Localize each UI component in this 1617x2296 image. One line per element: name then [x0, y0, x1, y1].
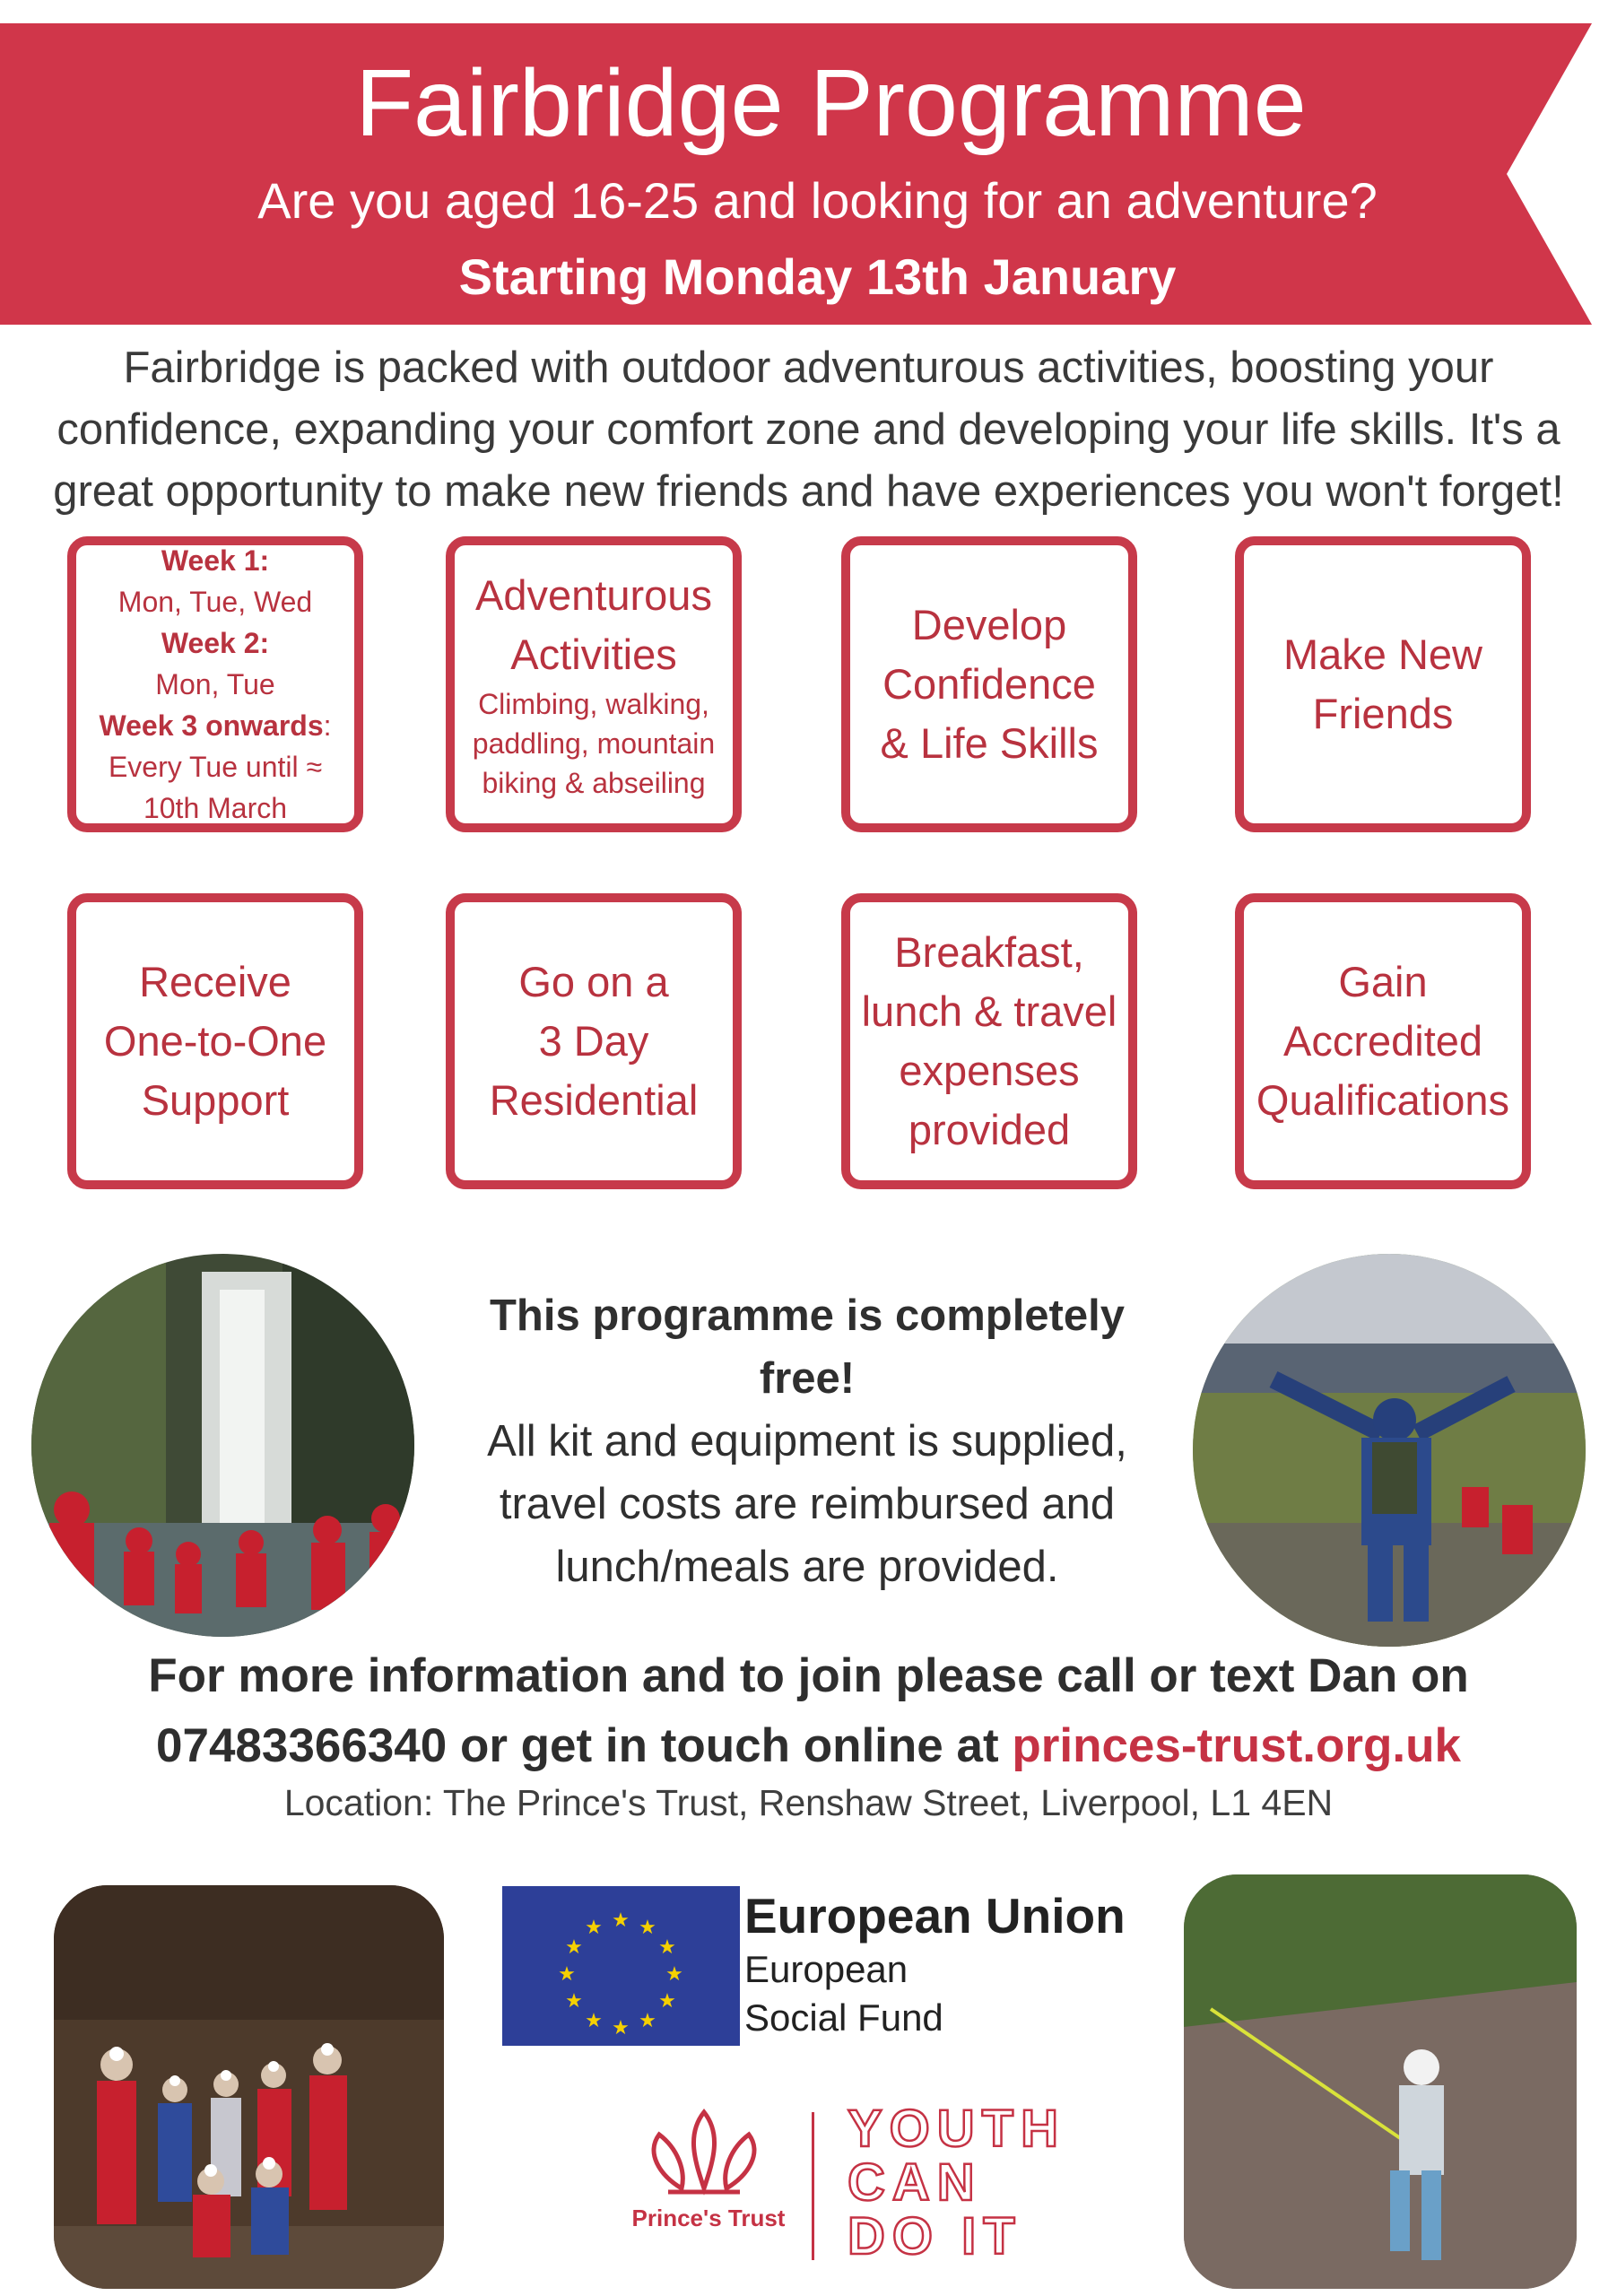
start-date: Starting Monday 13th January [458, 248, 1177, 305]
svg-text:★: ★ [612, 1909, 630, 1932]
week2-label: Week 2: [161, 627, 270, 659]
waterfall-photo [31, 1254, 414, 1637]
princes-trust-name: Prince's Trust [631, 2205, 786, 2231]
expenses-box [841, 893, 1137, 1189]
contact-line-2 [0, 1711, 1617, 1781]
svg-text:★: ★ [585, 2010, 603, 2032]
free-section [430, 1284, 1184, 1598]
free-line-1: All kit and equipment is supplied, [487, 1417, 1127, 1465]
residential-line-1: Go on a [518, 958, 669, 1005]
cave-photo [54, 1885, 444, 2289]
eu-subtitle [744, 1945, 1126, 2042]
princes-trust-feathers-icon [632, 2099, 776, 2197]
schedule-box: Week 1: Mon, Tue, Wed Week 2: Mon, Tue Week 3 onwards: Every Tue until ≈ 10th March [67, 536, 363, 832]
page-title: Fairbridge Programme [355, 50, 1307, 156]
expenses-line-3: expenses [899, 1047, 1080, 1094]
eu-sub-line-2: Social Fund [744, 1996, 943, 2039]
friends-line-2: Friends [1312, 690, 1454, 737]
eu-title: European Union [744, 1888, 1126, 1944]
contact-line-1: For more information and to join please call or text Dan on [148, 1649, 1469, 1702]
support-box [67, 893, 363, 1189]
qual-line-3: Qualifications [1256, 1076, 1510, 1124]
slogan-line-1: YOUTH [848, 2100, 1065, 2158]
qual-line-2: Accredited [1282, 1017, 1483, 1065]
page-subtitle: Are you aged 16-25 and looking for an adventure? [257, 172, 1378, 229]
svg-text:★: ★ [565, 1990, 583, 2013]
eu-text [744, 1886, 1126, 2042]
expenses-line-2: lunch & travel [861, 987, 1117, 1035]
adventure-box [446, 536, 742, 832]
qual-line-1: Gain [1338, 958, 1428, 1005]
svg-text:★: ★ [665, 1963, 683, 1986]
svg-text:★: ★ [639, 1917, 656, 1939]
adventure-detail-3: biking & abseiling [482, 767, 706, 799]
adventure-title-2: Activities [510, 631, 677, 678]
support-line-1: Receive [139, 958, 291, 1005]
friends-box [1235, 536, 1531, 832]
eu-flag-icon [502, 1886, 740, 2046]
support-line-3: Support [141, 1076, 290, 1124]
svg-text:★: ★ [585, 1917, 603, 1939]
friends-line-1: Make New [1282, 631, 1482, 678]
adventure-detail-2: paddling, mountain [472, 727, 716, 760]
location-text: Location: The Prince's Trust, Renshaw Street, Liverpool, L1 4EN [283, 1782, 1334, 1823]
confidence-line-2: Confidence [882, 660, 1096, 708]
free-heading: This programme is completely [490, 1292, 1125, 1340]
abseil-photo [1184, 1874, 1577, 2289]
contact-phone-text: 07483366340 or get in touch online at [156, 1719, 1013, 1772]
hiker-photo [1193, 1254, 1586, 1647]
support-line-2: One-to-One [103, 1017, 327, 1065]
adventure-detail: Climbing, walking, [478, 688, 709, 720]
week3-days: Every Tue until ≈ [108, 751, 323, 783]
svg-text:★: ★ [658, 1936, 676, 1959]
adventure-title: Adventurous [475, 571, 712, 619]
residential-line-3: Residential [489, 1076, 699, 1124]
youth-can-do-it-slogan [848, 2102, 1065, 2264]
confidence-box [841, 536, 1137, 832]
logo-divider [812, 2112, 814, 2260]
eu-sub-line-1: European [744, 1948, 908, 1990]
residential-box [446, 893, 742, 1189]
slogan-line-3: DO IT [848, 2207, 1022, 2266]
week1-label: Week 1: [161, 544, 270, 577]
free-line-2: travel costs are reimbursed and [499, 1480, 1116, 1528]
residential-line-2: 3 Day [538, 1017, 649, 1065]
week3-label: Week 3 onwards [99, 709, 324, 742]
week2-days: Mon, Tue [155, 668, 275, 700]
contact-info [0, 1641, 1617, 1781]
svg-text:★: ★ [639, 2010, 656, 2032]
svg-text:★: ★ [558, 1963, 576, 1986]
confidence-line-3: & Life Skills [880, 719, 1099, 767]
svg-text:★: ★ [658, 1990, 676, 2013]
svg-text:★: ★ [612, 2017, 630, 2039]
week3-end: 10th March [143, 792, 288, 824]
expenses-line-1: Breakfast, [894, 928, 1084, 976]
slogan-line-2: CAN [848, 2153, 982, 2212]
week1-days: Mon, Tue, Wed [117, 586, 313, 618]
confidence-line-1: Develop [911, 601, 1067, 648]
intro-text: Fairbridge is packed with outdoor adventurous activities, boosting your confidence, expanding your comfort zone and developing your life skills. It's a great opportunity to make new friends and have experiences you won't forget! [53, 344, 1564, 516]
qualifications-box [1235, 893, 1531, 1189]
website-link[interactable]: princes-trust.org.uk [1012, 1719, 1461, 1772]
expenses-line-4: provided [908, 1106, 1071, 1153]
svg-text:★: ★ [565, 1936, 583, 1959]
free-line-3: lunch/meals are provided. [555, 1543, 1059, 1591]
free-heading-2: free! [759, 1354, 856, 1403]
